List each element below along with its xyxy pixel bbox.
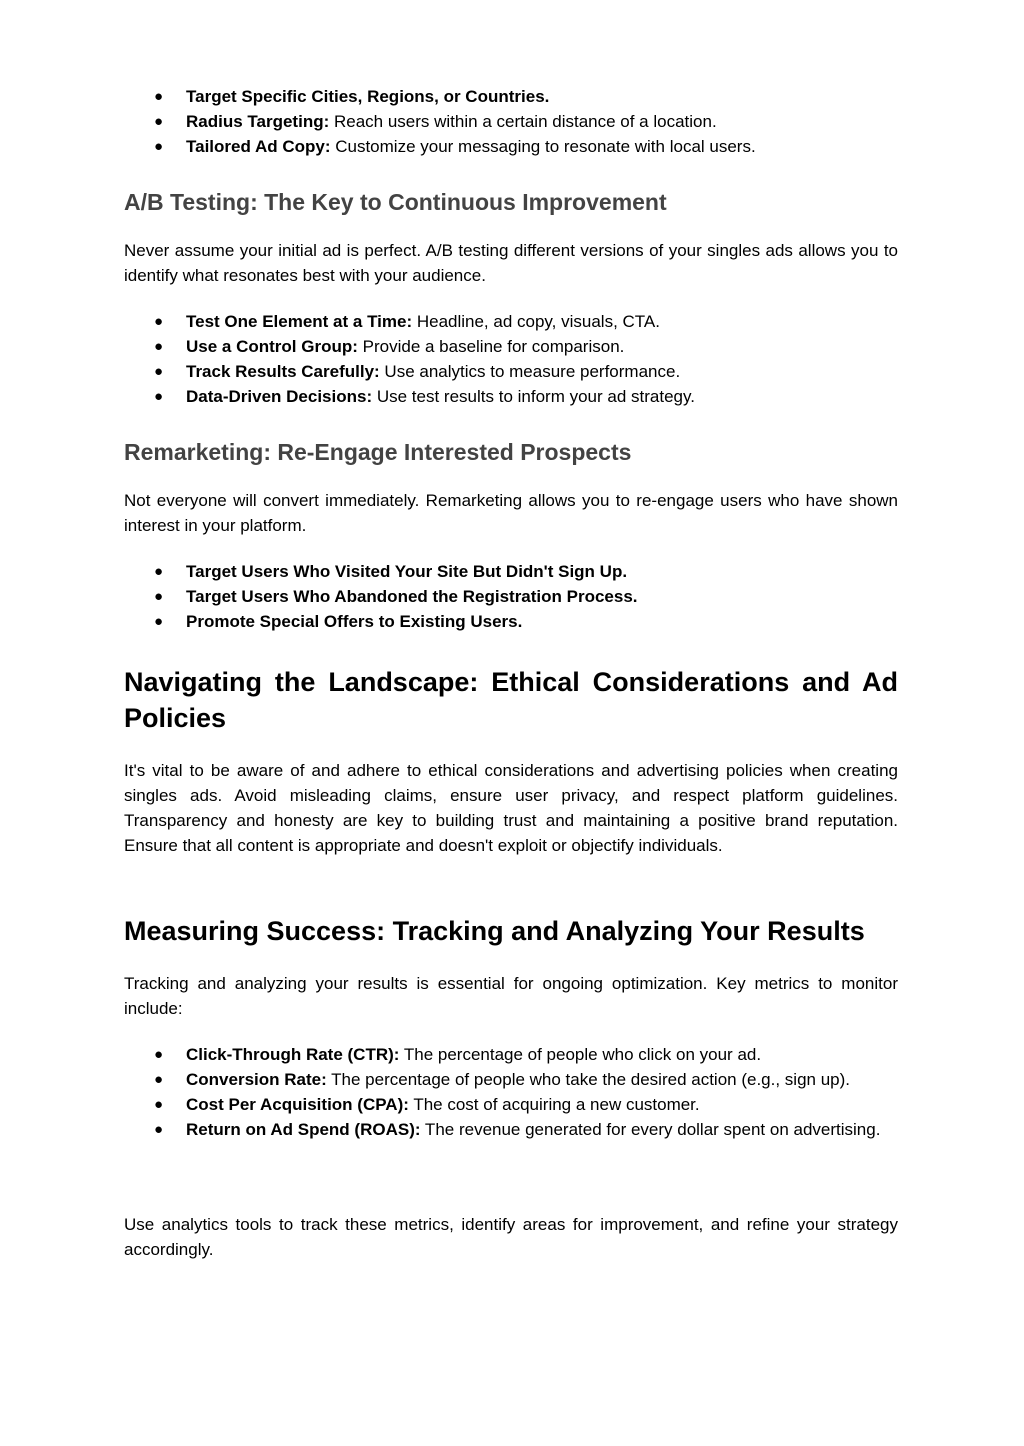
list-item-label: Use a Control Group: (186, 337, 358, 356)
list-item-label: Test One Element at a Time: (186, 312, 413, 331)
list-item (124, 134, 898, 159)
bullet-icon: ● (154, 563, 164, 580)
list-item-label: Conversion Rate: (186, 1070, 327, 1089)
list-item-label: Promote Special Offers to Existing Users. (186, 612, 523, 631)
list-item (124, 1067, 898, 1092)
list-item (124, 1092, 898, 1117)
list-item-text: The revenue generated for every dollar spent on advertising. (420, 1120, 881, 1139)
closing-para-block (124, 1212, 898, 1262)
bullet-icon: ● (154, 113, 164, 130)
list-item (124, 384, 898, 409)
bullet-icon: ● (154, 338, 164, 355)
geo-targeting-list-block (124, 84, 898, 159)
list-item-label: Target Users Who Abandoned the Registration Process. (186, 587, 638, 606)
bullet-icon: ● (154, 1046, 164, 1063)
remarketing-heading: Remarketing: Re-Engage Interested Prospects (124, 439, 632, 465)
remarketing-section (124, 438, 898, 466)
list-item (124, 1117, 898, 1142)
list-item (124, 1042, 898, 1067)
list-item (124, 309, 898, 334)
list-item (124, 359, 898, 384)
closing-paragraph: Use analytics tools to track these metrics, identify areas for improvement, and refine your strategy accordingly. (124, 1215, 898, 1259)
list-item-text: Headline, ad copy, visuals, CTA. (412, 312, 660, 331)
metrics-list-block (124, 1042, 898, 1142)
metrics-list (124, 1042, 898, 1142)
list-item-label: Target Specific Cities, Regions, or Countries. (186, 87, 550, 106)
bullet-icon: ● (154, 88, 164, 105)
ab-testing-heading: A/B Testing: The Key to Continuous Improvement (124, 189, 667, 215)
list-item-text: The cost of acquiring a new customer. (408, 1095, 700, 1114)
geo-targeting-list (124, 84, 898, 159)
list-item-label: Data-Driven Decisions: (186, 387, 373, 406)
list-item-text: The percentage of people who take the desired action (e.g., sign up). (326, 1070, 850, 1089)
measuring-heading: Measuring Success: Tracking and Analyzing Your Results (124, 916, 865, 946)
list-item-text: Reach users within a certain distance of a location. (329, 112, 717, 131)
measuring-para-block (124, 971, 898, 1021)
bullet-icon: ● (154, 138, 164, 155)
bullet-icon: ● (154, 1121, 164, 1138)
list-item-label: Track Results Carefully: (186, 362, 380, 381)
bullet-icon: ● (154, 613, 164, 630)
remarketing-paragraph: Not everyone will convert immediately. Remarketing allows you to re-engage users who have shown interest in your platform. (124, 491, 898, 535)
list-item-label: Target Users Who Visited Your Site But Didn't Sign Up. (186, 562, 628, 581)
list-item-label: Return on Ad Spend (ROAS): (186, 1120, 421, 1139)
list-item (124, 109, 898, 134)
list-item-text: The percentage of people who click on your ad. (399, 1045, 762, 1064)
bullet-icon: ● (154, 588, 164, 605)
measuring-section (124, 913, 898, 949)
ab-testing-list-block (124, 309, 898, 409)
list-item-label: Tailored Ad Copy: (186, 137, 331, 156)
list-item (124, 559, 898, 584)
ab-testing-list (124, 309, 898, 409)
list-item-label: Click-Through Rate (CTR): (186, 1045, 400, 1064)
remarketing-list (124, 559, 898, 634)
ethics-paragraph: It's vital to be aware of and adhere to ethical considerations and advertising policies when creating singles ads. Avoid misleading claims, ensure user privacy, and respect platform guidelines. Transparency and honesty are key to building trust and maintaining a positive brand reputation. Ensure that all content is appropriate and doesn't exploit or objectify individuals. (124, 761, 898, 855)
ab-testing-para-block (124, 238, 898, 288)
list-item (124, 334, 898, 359)
bullet-icon: ● (154, 363, 164, 380)
list-item-label: Cost Per Acquisition (CPA): (186, 1095, 409, 1114)
ab-testing-paragraph: Never assume your initial ad is perfect. A/B testing different versions of your singles ads allows you to identify what resonates best with your audience. (124, 241, 898, 285)
list-item-text: Use analytics to measure performance. (379, 362, 681, 381)
bullet-icon: ● (154, 388, 164, 405)
list-item-text: Use test results to inform your ad strategy. (372, 387, 695, 406)
ethics-section (124, 664, 898, 736)
bullet-icon: ● (154, 313, 164, 330)
ethics-heading: Navigating the Landscape: Ethical Considerations and Ad Policies (124, 667, 898, 733)
list-item (124, 584, 898, 609)
list-item (124, 84, 898, 109)
list-item-label: Radius Targeting: (186, 112, 330, 131)
list-item-text: Provide a baseline for comparison. (357, 337, 625, 356)
list-item (124, 609, 898, 634)
list-item-text: Customize your messaging to resonate with local users. (330, 137, 756, 156)
remarketing-para-block (124, 488, 898, 538)
bullet-icon: ● (154, 1096, 164, 1113)
ab-testing-section (124, 188, 898, 216)
remarketing-list-block (124, 559, 898, 634)
measuring-paragraph: Tracking and analyzing your results is essential for ongoing optimization. Key metrics to monitor include: (124, 974, 898, 1018)
bullet-icon: ● (154, 1071, 164, 1088)
ethics-para-block (124, 758, 898, 858)
